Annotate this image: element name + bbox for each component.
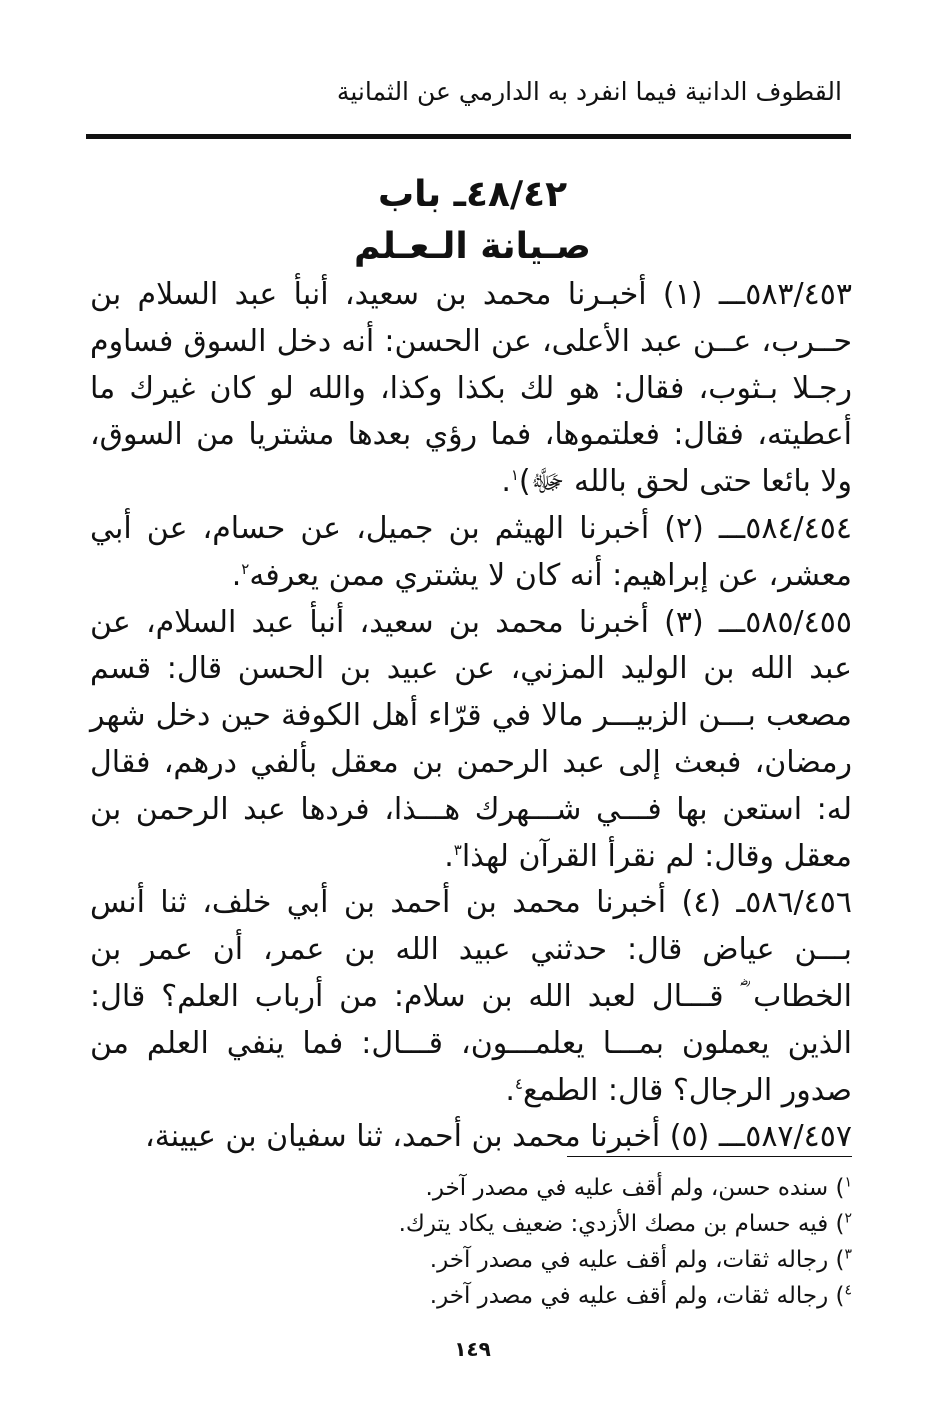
page-number: ١٤٩ (454, 1337, 491, 1361)
paragraph-text: ٥٨٥/٤٥٥ـــ (٣) أخبرنا محمد بن سعيد، أنبأ عبد السلام، عن عبد الله بن الوليد المزني، عن عبيد بن الحسن قال: قسم مصعب بـــن الزبيـــر مالا في قرّاء أهل الكوفة حين دخل شهر رمضان، فبعث إلى عبد الرحمن بن معقل بألفي درهم، فقال له: استعن بها فـــي شـــهرك هـــذا، فردها عبد الرحمن بن معقل وقال: لم نقرأ القرآن لهذا (90, 604, 853, 874)
footnote-marker: ٤ (844, 1282, 852, 1299)
paragraph-text: ٥٨٧/٤٥٧ـــ (٥) أخبرنا محمد بن أحمد، ثنا سفيان بن عيينة، (145, 1119, 852, 1155)
footnote (90, 1206, 852, 1242)
footnotes (90, 1170, 852, 1314)
footnote-ref: ٤ (514, 1074, 523, 1093)
chapter-title: صـيانة الـعـلم (354, 226, 591, 267)
paragraph-text: ٥٨٦/٤٥٦ـ (٤) أخبرنا محمد بن أحمد بن أبي خلف، ثنا أنس بـــن عياض قال: حدثني عبيد الله بن عمر، أن عمر بن الخطاب ؓ قـــال لعبد الله بن سلام: من أرباب العلم؟ قال: الذين يعملون بمـــا يعلمـــون، قـــال: فما ينفي العلم من صدور الرجال؟ قال: الطمع (90, 885, 852, 1108)
footnote (90, 1170, 852, 1206)
paragraph-tail: . (444, 838, 454, 874)
footnote-marker: ١ (844, 1174, 852, 1191)
hadith-paragraph (90, 272, 852, 506)
hadith-paragraph (90, 506, 852, 600)
footnote-text: ) فيه حسام بن مصك الأزدي: ضعيف يكاد يترك. (398, 1211, 845, 1237)
footnote-ref: ١ (510, 466, 519, 485)
footnote-rule (567, 1156, 852, 1157)
footnote-text: ) رجاله ثقات، ولم أقف عليه في مصدر آخر. (429, 1247, 845, 1273)
paragraph-tail: . (231, 557, 242, 593)
hadith-paragraph (90, 600, 852, 881)
paragraph-tail: . (501, 464, 511, 500)
footnote (90, 1242, 852, 1278)
paragraph-text: ٥٨٤/٤٥٤ـــ (٢) أخبرنا الهيثم بن جميل، عن حسام، عن أبي معشر، عن إبراهيم: أنه كان لا يشتري ممن يعرفه (90, 510, 853, 593)
hadith-paragraph (90, 1114, 852, 1161)
header-rule (86, 134, 851, 139)
footnote-text: ) سنده حسن، ولم أقف عليه في مصدر آخر. (425, 1175, 845, 1201)
footnote-marker: ٢ (844, 1210, 852, 1227)
footnote-marker: ٣ (844, 1246, 852, 1263)
hadith-paragraph (90, 880, 852, 1114)
paragraph-text: ٥٨٣/٤٥٣ـــ (١) أخبـرنا محمد بن سعيد، أنبأ عبد السلام بن حــرب، عــن عبد الأعلى، عن الحسن: أنه دخل السوق فساوم رجـلا بـثوب، فقال: هو لك بكذا وكذا، والله لو كان غيرك ما أعطيته، فقال: فعلتموها، فما رؤي بعدها مشتريا من السوق، ولا بائعا حتى لحق بالله ﷻ) (90, 277, 852, 500)
chapter-number: ٤٨/٤٢ـ باب (377, 174, 568, 215)
paragraph-tail: . (505, 1072, 515, 1108)
body-text (90, 272, 852, 1161)
footnote-ref: ٣ (453, 840, 462, 859)
footnote-ref: ٢ (241, 559, 250, 578)
footnote (90, 1278, 852, 1314)
running-header: القطوف الدانية فيما انفرد به الدارمي عن الثمانية (336, 77, 842, 106)
footnote-text: ) رجاله ثقات، ولم أقف عليه في مصدر آخر. (429, 1283, 845, 1309)
